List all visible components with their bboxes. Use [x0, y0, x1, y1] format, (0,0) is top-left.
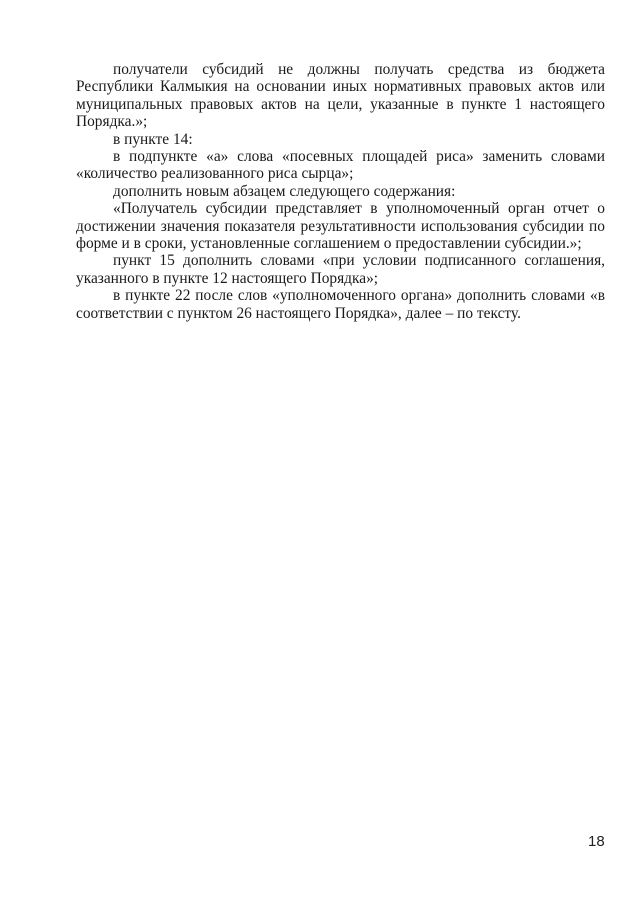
paragraph-add-new-clause: дополнить новым абзацем следующего содержания: — [113, 182, 456, 200]
document-body — [76, 61, 605, 322]
paragraph-point-14: в пункте 14: — [113, 130, 193, 148]
paragraph-recipients-condition: получатели субсидий не должны получать средства из бюджета Республики Калмыкия на основании иных нормативных правовых актов или муниципальных правовых актов на цели, указанные в пункте 1 настоящего Порядка.»; — [76, 61, 605, 131]
paragraph-subpoint-a: в подпункте «а» слова «посевных площадей риса» заменить словами «количество реализованного риса сырца»; — [76, 148, 605, 183]
paragraph-point-22: в пункте 22 после слов «уполномоченного органа» дополнить словами «в соответствии с пунктом 26 настоящего Порядка», далее – по тексту. — [76, 287, 605, 322]
page-number: 18 — [588, 833, 605, 850]
paragraph-point-15: пункт 15 дополнить словами «при условии подписанного соглашения, указанного в пункте 12 настоящего Порядка»; — [76, 252, 605, 287]
paragraph-report-requirement: «Получатель субсидии представляет в уполномоченный орган отчет о достижении значения показателя результативности использования субсидии по форме и в сроки, установленные соглашением о предоставлении субсидии.»; — [76, 200, 605, 253]
